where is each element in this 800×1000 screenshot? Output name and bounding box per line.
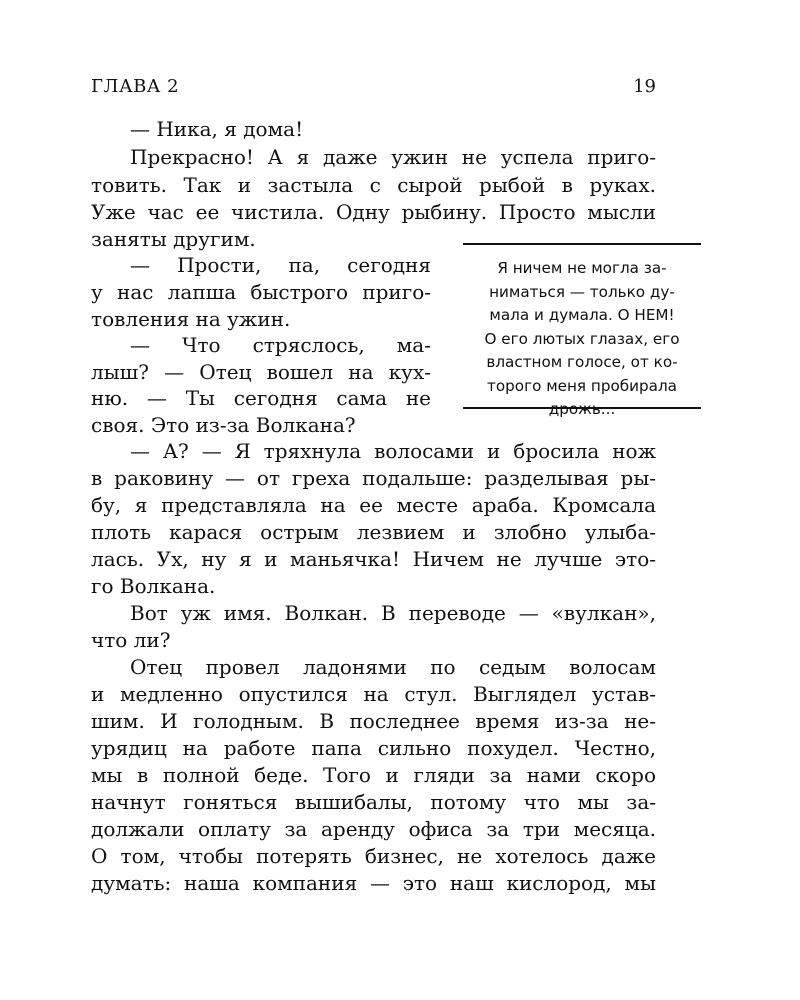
text-line: начнут гоняться вышибалы, потому что мы за- [91, 790, 656, 814]
pull-quote-line: торого меня пробирала [487, 376, 677, 395]
running-header [91, 73, 656, 101]
text-line: своя. Это из-за Волкана? [91, 413, 356, 437]
pull-quote-line: дрожь... [548, 400, 616, 418]
text-line: мы в полной беде. Того и гляди за нами скоро [91, 763, 656, 787]
text-line: ню. — Ты сегодня сама не [91, 386, 431, 410]
pull-quote-line: ниматься — только ду- [489, 282, 675, 301]
text-line: го Волкана. [91, 574, 216, 598]
text-line: товления на ужин. [91, 307, 291, 331]
text-line: бу, я представляла на ее месте араба. Кромсала [91, 493, 656, 517]
text-line: что ли? [91, 628, 171, 652]
text-line: — Прости, па, сегодня [130, 253, 431, 277]
text-line: — Что стряслось, ма- [130, 333, 431, 357]
text-line: лыш? — Отец вошел на кух- [91, 360, 431, 384]
text-line: шим. И голодным. В последнее время из-за не- [91, 709, 656, 733]
page-number: 19 [633, 76, 656, 97]
text-line: Прекрасно! А я даже ужин не успела приго- [130, 145, 656, 169]
text-line: О том, чтобы потерять бизнес, не хотелось даже [91, 844, 656, 868]
text-line: Вот уж имя. Волкан. В переводе — «вулкан», [130, 601, 656, 625]
text-line: и медленно опустился на стул. Выглядел устав- [91, 682, 656, 706]
text-line: думать: наша компания — это наш кислород, мы [91, 871, 656, 895]
pull-quote-line: О его лютых глазах, его [484, 329, 680, 348]
pull-quote-line: властном голосе, от ко- [486, 353, 678, 371]
text-line: плоть карася острым лезвием и злобно улыба- [91, 520, 656, 544]
chapter-title: ГЛАВА 2 [91, 76, 180, 97]
text-line: урядиц на работе папа сильно похудел. Честно, [91, 736, 656, 760]
text-line: товить. Так и застыла с сырой рыбой в руках. [91, 173, 656, 197]
pull-quote-line: мала и думала. О НЕМ! [489, 306, 675, 324]
text-line: — А? — Я тряхнула волосами и бросила нож [130, 439, 656, 463]
text-line: должали оплату за аренду офиса за три месяца. [91, 817, 656, 841]
pull-quote-line: Я ничем не могла за- [497, 259, 667, 277]
text-line: — Ника, я дома! [130, 117, 304, 141]
text-line: в раковину — от греха подальше: разделывая ры- [91, 466, 656, 490]
text-line: лась. Ух, ну я и маньячка! Ничем не лучше это- [91, 547, 656, 571]
text-line: Уже час ее чистила. Одну рыбину. Просто мысли [91, 200, 656, 224]
text-line: заняты другим. [91, 227, 256, 251]
text-line: Отец провел ладонями по седым волосам [130, 655, 656, 679]
pull-quote [463, 243, 701, 418]
text-line: у нас лапша быстрого приго- [91, 280, 431, 304]
